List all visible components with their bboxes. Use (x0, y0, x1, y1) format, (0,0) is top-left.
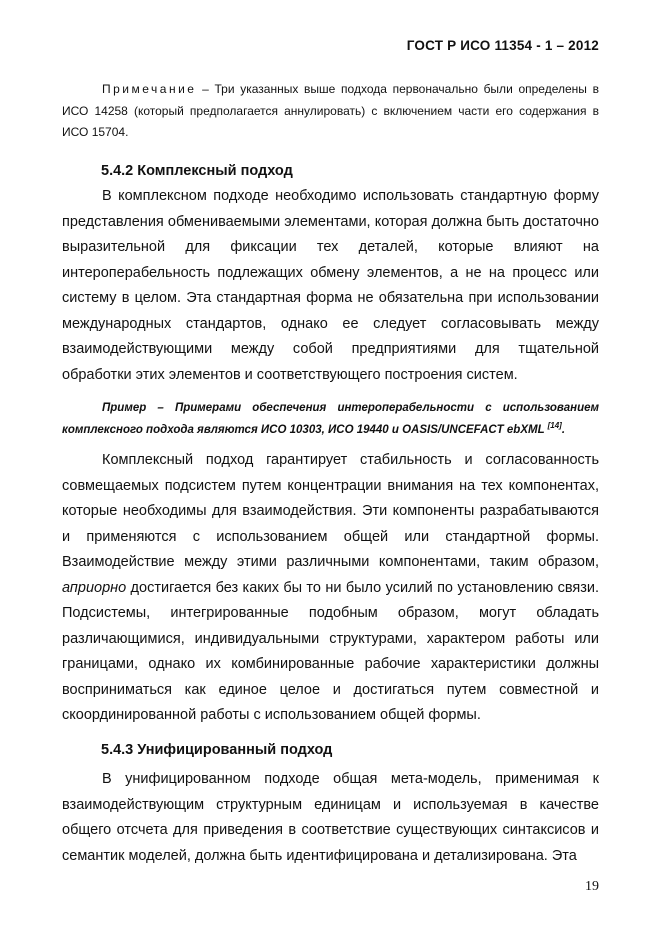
reference-mark: [14] (547, 420, 562, 430)
paragraph-text-part1: Комплексный подход гарантирует стабильность и согласованность совмещаемых подсистем путем концентрации внимания на тех компонентах, которые необходимы для взаимодействия. Эти компоненты разрабатываются и применяются с использованием общей или стандартной формы. Взаимодействие между этими различными компонентами, таким образом, (62, 452, 599, 570)
note-text: – Три указанных выше подхода первоначально были определены в ИСО 14258 (который предполагается аннулировать) с включением части его содержания в ИСО 15704. (62, 82, 599, 139)
example-end: . (561, 423, 566, 436)
section-heading-5-4-2: 5.4.2 Комплексный подход (101, 163, 293, 179)
note-paragraph (62, 79, 599, 144)
paragraph-integrated-approach: В комплексном подходе необходимо использовать стандартную форму представления обмениваемыми элементами, которая должна быть достаточно выразительной для фиксации тех деталей, которые влияют на интероперабельность подлежащих обмену элементов, а не на процесс или систему в целом. Эта стандартная форма не обязательна при использовании международных стандартов, однако ее следует согласовывать между взаимодействующими между собой предприятиями для тщательной обработки этих элементов и соответствующего построения систем. (62, 188, 599, 383)
page-number: 19 (585, 879, 599, 894)
example-text: Пример – Примерами обеспечения интероперабельности с использованием комплексного подхода являются ИСО 10303, ИСО 19440 и OASIS/UNCEFACT ebXML (62, 402, 599, 436)
italic-term: априорно (62, 579, 127, 596)
paragraph-text-part2: достигается без каких бы то ни было усилий по установлению связи. Подсистемы, интегрированные подобным образом, могут обладать различающимися, индивидуальными структурами, характером работы или границами, однако их комбинированные рабочие характеристики должны восприниматься как единое целое и достигаться путем совместной и скоординированной работы с использованием общей формы. (62, 579, 599, 723)
note-label: Примечание (102, 82, 197, 96)
example-paragraph (62, 398, 599, 441)
section-heading-5-4-3: 5.4.3 Унифицированный подход (101, 742, 333, 758)
paragraph-integrated-guarantees (62, 448, 599, 729)
paragraph-unified-approach: В унифицированном подходе общая мета-модель, применимая к взаимодействующим структурным единицам и используемая в качестве общего отсчета для приведения в соответствие существующих синтаксисов и семантик моделей, должна быть идентифицирована и детализирована. Эта (62, 771, 599, 864)
document-header: ГОСТ Р ИСО 11354 - 1 – 2012 (406, 38, 599, 53)
